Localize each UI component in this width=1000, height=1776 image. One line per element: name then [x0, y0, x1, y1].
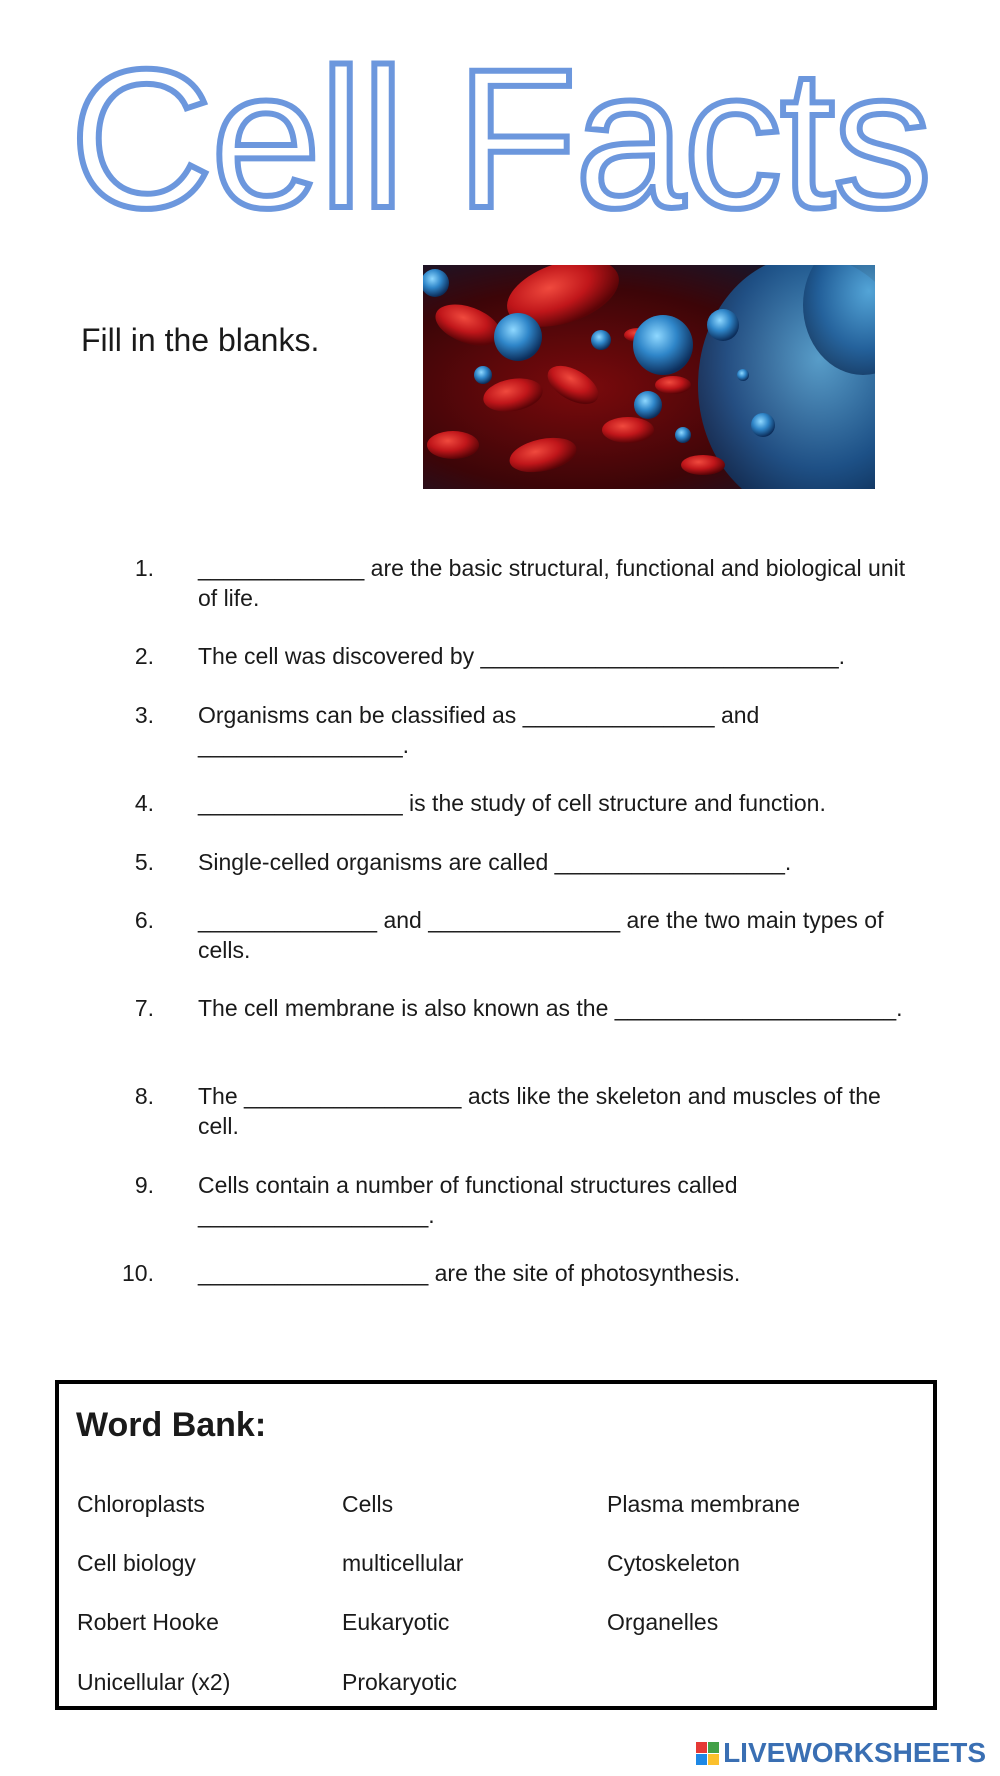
question-text: The cell membrane is also known as the ______________________.: [198, 995, 903, 1021]
question-number: 8.: [134, 1083, 154, 1109]
question-number: 5.: [134, 849, 154, 875]
question-text: _____________ are the basic structural, functional and biological unit of life.: [198, 555, 906, 611]
word-bank-term: multicellular: [342, 1550, 464, 1576]
word-bank-term: Prokaryotic: [342, 1669, 458, 1695]
question-item: [120, 993, 920, 1023]
question-number: 10.: [122, 1260, 154, 1286]
word-bank-term: Robert Hooke: [77, 1609, 219, 1635]
cell-image: [423, 265, 875, 489]
word-bank-term: Cytoskeleton: [607, 1550, 740, 1576]
question-item: [120, 700, 920, 760]
word-bank-term: Chloroplasts: [77, 1491, 205, 1517]
question-text: The _________________ acts like the skeleton and muscles of the cell.: [198, 1083, 881, 1139]
question-item: [120, 641, 920, 671]
question-item: [120, 553, 920, 613]
liveworksheets-logo: [696, 1737, 986, 1769]
question-item: [120, 905, 920, 965]
question-item: [120, 1170, 920, 1230]
question-number: 9.: [134, 1172, 154, 1198]
question-text: The cell was discovered by ____________________________.: [198, 643, 846, 669]
question-item: [120, 788, 920, 818]
word-bank: [55, 1380, 937, 1710]
question-item: [120, 1258, 920, 1288]
instructions: Fill in the blanks.: [81, 322, 320, 358]
question-number: 7.: [134, 995, 154, 1021]
question-text: __________________ are the site of photosynthesis.: [198, 1260, 741, 1286]
word-bank-term: Cells: [342, 1491, 394, 1517]
word-bank-term: Plasma membrane: [607, 1491, 801, 1517]
worksheet-title: Cell Facts: [69, 28, 931, 249]
question-text: Single-celled organisms are called __________________.: [198, 849, 792, 875]
question-text: Cells contain a number of functional structures called __________________.: [198, 1172, 738, 1228]
word-bank-title: Word Bank:: [76, 1406, 267, 1444]
footer-brand: LIVEWORKSHEETS: [723, 1737, 986, 1768]
word-bank-term: Cell biology: [77, 1550, 196, 1576]
question-number: 3.: [134, 702, 154, 728]
question-number: 4.: [134, 790, 154, 816]
question-item: [120, 1081, 920, 1141]
question-text: Organisms can be classified as _______________ and ________________.: [198, 702, 760, 758]
liveworksheets-icon: [696, 1742, 719, 1765]
question-number: 1.: [134, 555, 154, 581]
question-number: 6.: [134, 907, 154, 933]
question-item: [120, 847, 920, 877]
word-bank-term: Eukaryotic: [342, 1609, 450, 1635]
question-text: ______________ and _______________ are the two main types of cells.: [198, 907, 884, 963]
word-bank-term: Organelles: [607, 1609, 719, 1635]
question-number: 2.: [134, 643, 154, 669]
word-bank-term: Unicellular (x2): [77, 1669, 231, 1695]
question-text: ________________ is the study of cell structure and function.: [198, 790, 826, 816]
